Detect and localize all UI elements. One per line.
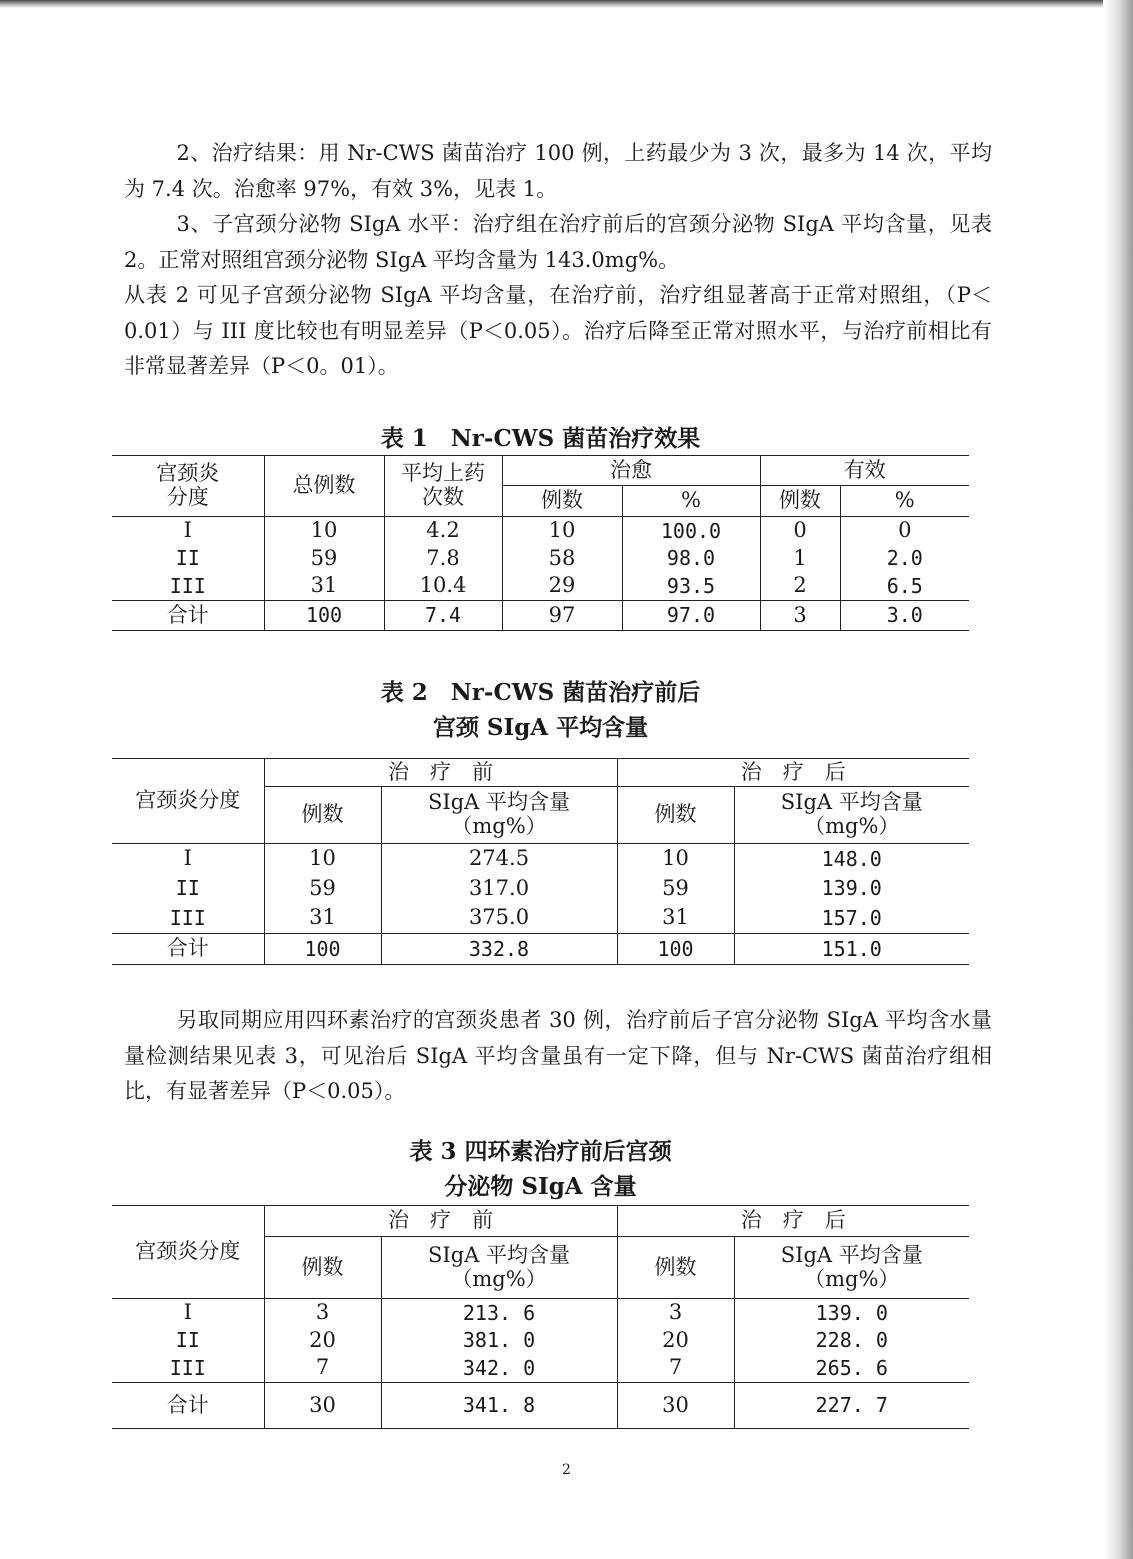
cell-before-siga: 341. 8 <box>381 1383 617 1429</box>
cell-after-siga: 148.0 <box>734 844 969 874</box>
cell-eff-count: 2 <box>760 573 840 601</box>
cell-before-count: 59 <box>264 874 381 904</box>
paragraph-treatment-results: 2、治疗结果：用 Nr-CWS 菌苗治疗 100 例，上药最少为 3 次，最多为 14 次，平均为 7.4 次。治愈率 97%，有效 3%，见表 1。 <box>124 141 992 201</box>
table1-header-grade-line2: 分度 <box>166 485 209 509</box>
siga-label-line1: SIgA 平均含量 <box>428 790 570 815</box>
cell-before-count: 7 <box>264 1355 381 1383</box>
table2-header-row <box>112 759 969 787</box>
table-row <box>112 874 969 904</box>
table2-header-after-siga <box>734 787 969 844</box>
cell-after-siga: 227. 7 <box>734 1383 969 1429</box>
table3-caption-line2: 分泌物 SIgA 含量 <box>444 1173 637 1200</box>
table-row <box>112 1355 969 1383</box>
cell-grade-total: 合计 <box>112 1383 264 1429</box>
table3-header-before: 治 疗 前 <box>264 1206 617 1237</box>
cell-cured-count: 97 <box>502 601 622 631</box>
cell-cured-count: 29 <box>502 573 622 601</box>
table1-header-cured-count: 例数 <box>502 486 622 517</box>
table3-header-after-count: 例数 <box>617 1237 734 1299</box>
cell-grade: I <box>183 517 192 542</box>
table2-header-after: 治 疗 后 <box>617 759 969 787</box>
siga-label-line1: SIgA 平均含量 <box>780 790 923 815</box>
scan-top-edge <box>0 0 1133 8</box>
cell-before-count: 3 <box>264 1299 381 1327</box>
cell-total: 31 <box>264 573 384 601</box>
cell-before-siga: 332.8 <box>381 934 617 965</box>
table1-header-cured: 治愈 <box>502 456 760 486</box>
table2-header-before-count: 例数 <box>264 787 381 844</box>
table1-header-eff-pct: % <box>840 486 969 517</box>
table1-header-avg-line1: 平均上药 <box>401 461 485 486</box>
cell-eff-count: 3 <box>760 601 840 631</box>
cell-grade: II <box>175 876 200 901</box>
table1-header-avg <box>384 456 502 517</box>
table3-header-grade: 宫颈炎分度 <box>112 1206 264 1299</box>
table2-header-before-siga <box>381 787 617 844</box>
table-row <box>112 517 969 545</box>
table1-header-grade-line1: 宫颈炎 <box>156 461 220 486</box>
table1-header-row <box>112 456 969 486</box>
cell-total: 10 <box>264 517 384 545</box>
cell-cured-pct: 98.0 <box>622 545 760 573</box>
table1-header-total: 总例数 <box>264 456 384 517</box>
cell-after-siga: 228. 0 <box>734 1327 969 1355</box>
cell-eff-pct: 2.0 <box>840 545 969 573</box>
cell-before-count: 31 <box>264 904 381 934</box>
cell-before-siga: 317.0 <box>381 874 617 904</box>
cell-after-count: 10 <box>617 844 734 874</box>
cell-cured-pct: 93.5 <box>622 573 760 601</box>
cell-after-siga: 265. 6 <box>734 1355 969 1383</box>
siga-label-line1: SIgA 平均含量 <box>428 1242 570 1267</box>
table3 <box>112 1205 969 1429</box>
cell-grade: III <box>169 1356 206 1381</box>
table-row <box>112 1327 969 1355</box>
cell-after-siga: 157.0 <box>734 904 969 934</box>
cell-after-siga: 139.0 <box>734 874 969 904</box>
cell-before-siga: 342. 0 <box>381 1355 617 1383</box>
cell-eff-pct: 3.0 <box>840 601 969 631</box>
cell-after-siga: 139. 0 <box>734 1299 969 1327</box>
cell-grade: III <box>169 906 206 931</box>
cell-after-count: 100 <box>617 934 734 965</box>
table2-header-grade: 宫颈炎分度 <box>112 759 264 844</box>
cell-before-count: 100 <box>264 934 381 965</box>
cell-after-count: 59 <box>617 874 734 904</box>
cell-avg: 7.4 <box>384 601 502 631</box>
table-row <box>112 904 969 934</box>
table2-header-after-count: 例数 <box>617 787 734 844</box>
cell-after-count: 7 <box>617 1355 734 1383</box>
table1-header-effective: 有效 <box>760 456 969 486</box>
siga-label-line2: （mg%） <box>804 814 900 838</box>
cell-grade-total: 合计 <box>112 934 264 965</box>
cell-total: 59 <box>264 545 384 573</box>
cell-before-siga: 381. 0 <box>381 1327 617 1355</box>
cell-after-count: 31 <box>617 904 734 934</box>
cell-cured-pct: 97.0 <box>622 601 760 631</box>
cell-before-count: 20 <box>264 1327 381 1355</box>
table1-total-row <box>112 601 969 631</box>
cell-after-siga: 151.0 <box>734 934 969 965</box>
paragraph-tetracycline-comparison: 另取同期应用四环素治疗的宫颈炎患者 30 例，治疗前后子宫分泌物 SIgA 平均含水量量检测结果见表 3，可见治后 SIgA 平均含量虽有一定下降，但与 Nr-CWS 菌苗治疗组相比，有显著差异（P＜0.05）。 <box>124 1008 992 1104</box>
cell-total: 100 <box>264 601 384 631</box>
table3-total-row <box>112 1383 969 1429</box>
cell-eff-count: 0 <box>760 517 840 545</box>
cell-eff-count: 1 <box>760 545 840 573</box>
table1-header-grade <box>112 456 264 517</box>
paragraph-table2-analysis: 从表 2 可见子宫颈分泌物 SIgA 平均含量，在治疗前，治疗组显著高于正常对照组，（P＜0.01）与 III 度比较也有明显差异（P＜0.05）。治疗后降至正常对照水平，与治疗前相比有非常显著差异（P＜0。01）。 <box>124 283 992 379</box>
table2-caption-line1: 表 2 Nr-CWS 菌苗治疗前后 <box>380 679 701 706</box>
table3-caption-line1: 表 3 四环素治疗前后宫颈 <box>409 1138 672 1165</box>
cell-grade: III <box>169 574 206 599</box>
table-row <box>112 844 969 874</box>
table3-header-after: 治 疗 后 <box>617 1206 969 1237</box>
cell-before-count: 10 <box>264 844 381 874</box>
table3-header-before-siga <box>381 1237 617 1299</box>
cell-grade: I <box>183 845 192 870</box>
siga-label-line2: （mg%） <box>451 1266 547 1291</box>
table2-total-row <box>112 934 969 965</box>
table1 <box>112 455 969 631</box>
cell-grade: II <box>175 546 200 571</box>
table-row <box>112 545 969 573</box>
cell-before-siga: 375.0 <box>381 904 617 934</box>
table2-header-before: 治 疗 前 <box>264 759 617 787</box>
cell-avg: 7.8 <box>384 545 502 573</box>
table3-header-row <box>112 1206 969 1237</box>
table-row <box>112 1299 969 1327</box>
cell-before-siga: 213. 6 <box>381 1299 617 1327</box>
table2 <box>112 758 969 965</box>
cell-grade: I <box>183 1299 192 1324</box>
cell-after-count: 20 <box>617 1327 734 1355</box>
table2-caption-line2: 宫颈 SIgA 平均含量 <box>432 714 649 741</box>
table1-header-avg-line2: 次数 <box>422 485 464 509</box>
cell-before-count: 30 <box>264 1383 381 1429</box>
cell-eff-pct: 0 <box>840 517 969 545</box>
cell-eff-pct: 6.5 <box>840 573 969 601</box>
table1-header-cured-pct: % <box>622 486 760 517</box>
page-number: 2 <box>562 1462 571 1478</box>
siga-label-line2: （mg%） <box>451 814 547 838</box>
cell-cured-pct: 100.0 <box>622 517 760 545</box>
table3-header-before-count: 例数 <box>264 1237 381 1299</box>
table-row <box>112 573 969 601</box>
cell-avg: 4.2 <box>384 517 502 545</box>
paragraph-siga-level: 3、子宫颈分泌物 SIgA 水平：治疗组在治疗前后的宫颈分泌物 SIgA 平均含量，见表 2。正常对照组宫颈分泌物 SIgA 平均含量为 143.0mg%。 <box>124 212 992 272</box>
cell-grade-total: 合计 <box>112 601 264 631</box>
siga-label-line2: （mg%） <box>804 1266 900 1291</box>
cell-grade: II <box>175 1328 200 1353</box>
cell-before-siga: 274.5 <box>381 844 617 874</box>
siga-label-line1: SIgA 平均含量 <box>780 1242 923 1267</box>
cell-after-count: 30 <box>617 1383 734 1429</box>
cell-cured-count: 10 <box>502 517 622 545</box>
scan-right-edge <box>1103 0 1133 1559</box>
table3-header-after-siga <box>734 1237 969 1299</box>
cell-after-count: 3 <box>617 1299 734 1327</box>
cell-avg: 10.4 <box>384 573 502 601</box>
table1-caption: 表 1 Nr-CWS 菌苗治疗效果 <box>380 425 701 452</box>
table1-header-eff-count: 例数 <box>760 486 840 517</box>
cell-cured-count: 58 <box>502 545 622 573</box>
